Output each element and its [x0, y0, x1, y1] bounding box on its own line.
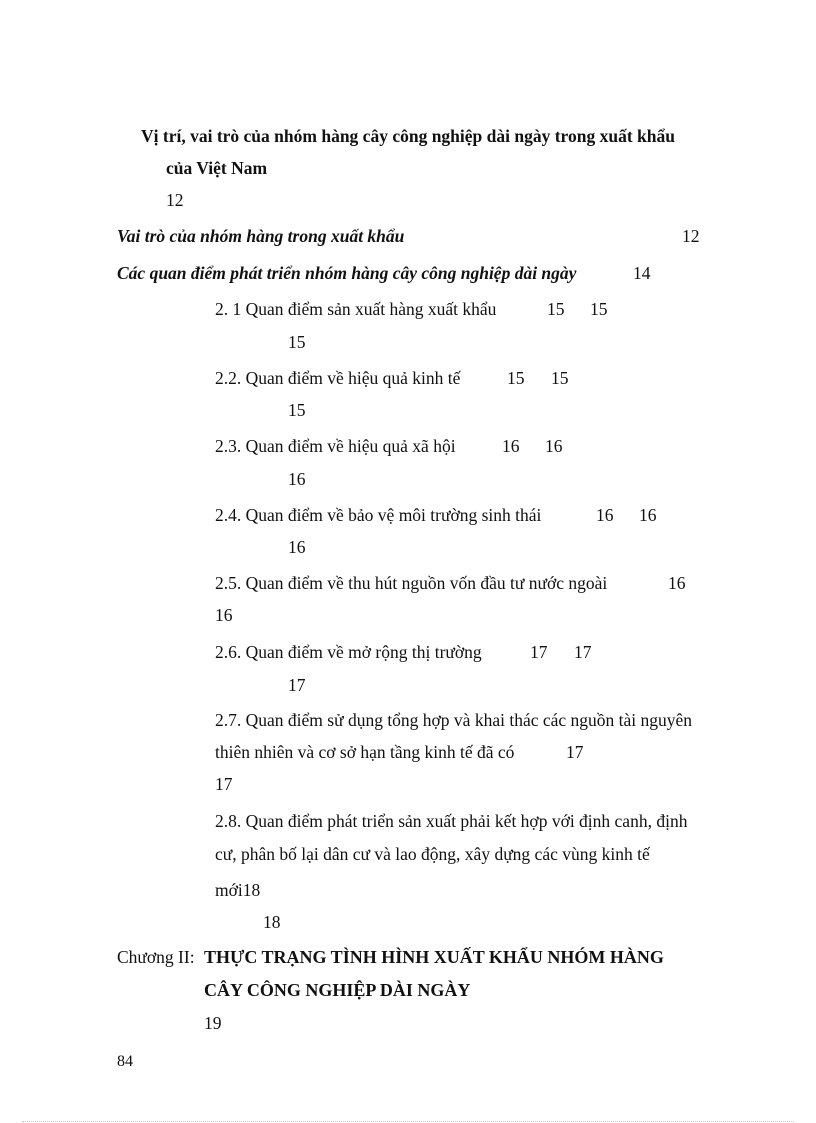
toc-page-number: 16 [545, 436, 563, 456]
page-number: 84 [117, 1053, 133, 1070]
toc-page-number: 16 [639, 505, 657, 525]
toc-page-number: 16 [668, 573, 686, 593]
toc-page-number: 17 [566, 742, 584, 762]
toc-item: 2.5. Quan điểm về thu hút nguồn vốn đầu tư nước ngoài [215, 573, 608, 593]
chapter-title-line1: THỰC TRẠNG TÌNH HÌNH XUẤT KHẨU NHÓM HÀNG [204, 947, 664, 967]
toc-page-number: 15 [288, 400, 306, 420]
toc-page-number: 15 [590, 299, 608, 319]
toc-page-number: 15 [551, 368, 569, 388]
toc-heading: Vai trò của nhóm hàng trong xuất khẩu [117, 226, 405, 246]
toc-page-number: 17 [288, 675, 306, 695]
toc-item: 2.2. Quan điểm về hiệu quả kinh tế [215, 368, 461, 388]
toc-page-number: 17 [574, 642, 592, 662]
toc-page-number: 19 [204, 1013, 222, 1033]
toc-item-line2: cư, phân bố lại dân cư và lao động, xây dựng các vùng kinh tế [215, 844, 650, 864]
toc-heading-line1: Vị trí, vai trò của nhóm hàng cây công nghiệp dài ngày trong xuất khẩu [141, 126, 675, 146]
toc-page-number: 12 [682, 226, 700, 246]
toc-page-number: 16 [596, 505, 614, 525]
toc-item-line2: thiên nhiên và cơ sở hạn tầng kinh tế đã có [215, 742, 515, 762]
toc-item-line1: 2.8. Quan điểm phát triển sản xuất phải kết hợp với định canh, định [215, 811, 688, 831]
toc-page-number: 16 [215, 605, 233, 625]
footer-divider [22, 1121, 794, 1122]
toc-page-number: 12 [166, 190, 184, 210]
chapter-title-line2: CÂY CÔNG NGHIỆP DÀI NGÀY [204, 980, 471, 1000]
toc-page-number: 16 [502, 436, 520, 456]
toc-page-number: 14 [633, 263, 651, 283]
toc-item: 2.3. Quan điểm về hiệu quả xã hội [215, 436, 456, 456]
toc-page-number: 16 [288, 537, 306, 557]
toc-page-number: 15 [288, 332, 306, 352]
toc-item-line1: 2.7. Quan điểm sử dụng tổng hợp và khai thác các nguồn tài nguyên [215, 710, 693, 730]
toc-page-number: 15 [507, 368, 525, 388]
toc-heading: Các quan điểm phát triển nhóm hàng cây công nghiệp dài ngày [117, 263, 577, 283]
toc-item: 2.6. Quan điểm về mở rộng thị trường [215, 642, 482, 662]
toc-item: 2. 1 Quan điểm sản xuất hàng xuất khẩu [215, 299, 497, 319]
toc-item-line3: mới18 [215, 880, 261, 900]
toc-heading-line2: của Việt Nam [166, 158, 268, 178]
chapter-prefix: Chương II: [117, 947, 195, 967]
toc-page-number: 18 [263, 912, 281, 932]
toc-page-number: 15 [547, 299, 565, 319]
toc-page-number: 17 [530, 642, 548, 662]
toc-page-number: 17 [215, 774, 233, 794]
toc-item: 2.4. Quan điểm về bảo vệ môi trường sinh thái [215, 505, 542, 525]
toc-page-number: 16 [288, 469, 306, 489]
